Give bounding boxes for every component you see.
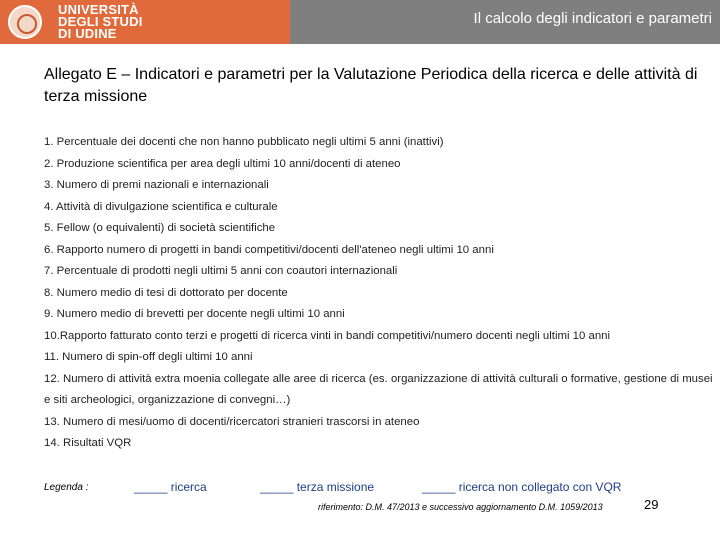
list-item: 12. Numero di attività extra moenia collegate alle aree di ricerca (es. organizzazione di attività culturali o formative, gestione di musei e siti archeologici, organizzazione di convegni…) <box>44 372 713 406</box>
list-item: 5. Fellow (o equivalenti) di società scientifiche <box>44 222 276 234</box>
list-item: 14. Risultati VQR <box>44 437 132 449</box>
reference-note: riferimento: D.M. 47/2013 e successivo aggiornamento D.M. 1059/2013 <box>318 502 603 512</box>
list-item: 3. Numero di premi nazionali e internazionali <box>44 179 269 191</box>
page-title: Allegato E – Indicatori e parametri per la Valutazione Periodica della ricerca e delle attività di terza missione <box>44 66 698 105</box>
list-item: 8. Numero medio di tesi di dottorato per docente <box>44 286 288 299</box>
header-bar <box>0 0 720 44</box>
list-item: 4. Attività di divulgazione scientifica e culturale <box>44 200 278 213</box>
list-item: 10.Rapporto fatturato conto terzi e progetti di ricerca vinti in bandi competitivi/numero docenti negli ultimi 10 anni <box>44 329 611 342</box>
list-item: 13. Numero di mesi/uomo di docenti/ricercatori stranieri trascorsi in ateneo <box>44 415 420 428</box>
list-item: 1. Percentuale dei docenti che non hanno pubblicato negli ultimi 5 anni (inattivi) <box>44 136 444 148</box>
legend-non-collegato-vqr: _____ ricerca non collegato con VQR <box>422 480 622 494</box>
logo-text: UNIVERSITÀ DEGLI STUDI DI UDINE <box>58 2 143 41</box>
header-title: Il calcolo degli indicatori e parametri <box>473 10 712 27</box>
legend-terza-missione: _____ terza missione <box>260 480 375 494</box>
list-item: 2. Produzione scientifica per area degli ultimi 10 anni/docenti di ateneo <box>44 157 401 170</box>
list-item: 6. Rapporto numero di progetti in bandi competitivi/docenti dell'ateneo negli ultimi 10 anni <box>44 243 494 256</box>
list-item: 7. Percentuale di prodotti negli ultimi 5 anni con coautori internazionali <box>44 265 398 277</box>
indicator-list <box>44 132 716 455</box>
legend-label: Legenda : <box>44 482 89 493</box>
list-item: 11. Numero di spin-off degli ultimi 10 anni <box>44 351 253 363</box>
page-number: 29 <box>644 497 659 512</box>
legend-ricerca: _____ ricerca <box>134 480 207 494</box>
university-logo <box>0 0 290 44</box>
list-item: 9. Numero medio di brevetti per docente negli ultimi 10 anni <box>44 308 345 320</box>
university-seal-icon <box>8 5 42 39</box>
